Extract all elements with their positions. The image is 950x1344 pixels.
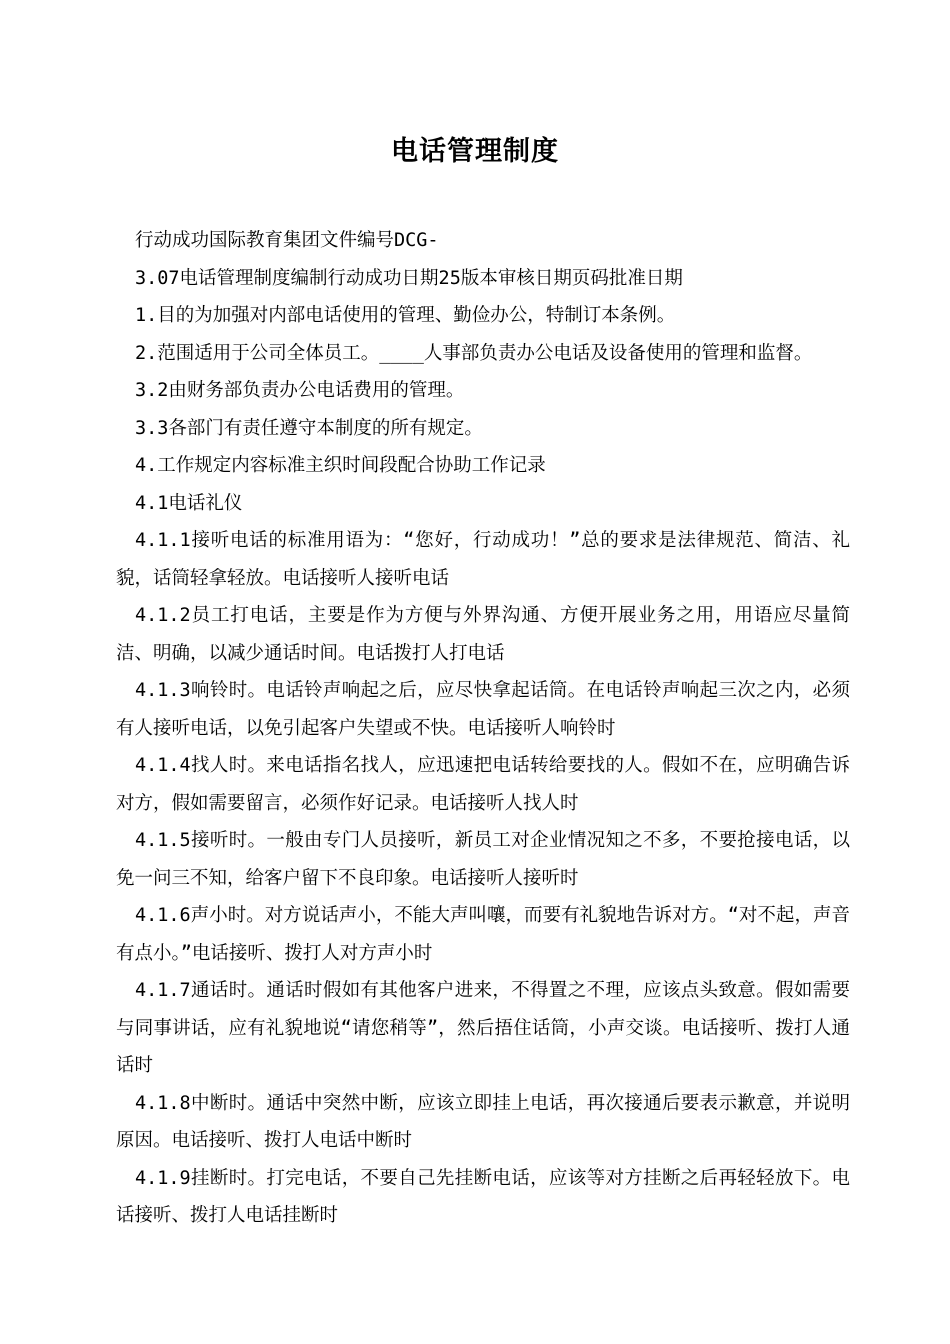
paragraph: 4.1.3响铃时。电话铃声响起之后，应尽快拿起话筒。在电话铃声响起三次之内，必须有人接听电话，以免引起客户失望或不快。电话接听人响铃时: [116, 680, 850, 739]
document-body: [116, 222, 850, 1235]
paragraph: 4.1.7通话时。通话时假如有其他客户进来，不得置之不理，应该点头致意。假如需要与同事讲话，应有礼貌地说“请您稍等”，然后捂住话筒，小声交谈。电话接听、拨打人通话时: [116, 980, 850, 1076]
paragraph: 4.1.9挂断时。打完电话，不要自己先挂断电话，应该等对方挂断之后再轻轻放下。电话接听、拨打人电话挂断时: [116, 1167, 850, 1226]
paragraph: 4.1.1接听电话的标准用语为：“您好，行动成功！”总的要求是法律规范、简洁、礼貌，话筒轻拿轻放。电话接听人接听电话: [116, 530, 850, 589]
paragraph: 1.目的为加强对内部电话使用的管理、勤俭办公，特制订本条例。: [135, 305, 676, 326]
paragraph: 4.1电话礼仪: [135, 492, 243, 514]
paragraph: 行动成功国际教育集团文件编号DCG-: [135, 230, 439, 251]
paragraph: 4.1.6声小时。对方说话声小，不能大声叫嚷，而要有礼貌地告诉对方。“对不起，声音有点小。”电话接听、拨打人对方声小时: [116, 905, 850, 964]
paragraph: 3.07电话管理制度编制行动成功日期25版本审核日期页码批准日期: [135, 267, 683, 289]
paragraph: 3.3各部门有责任遵守本制度的所有规定。: [135, 417, 483, 439]
paragraph: 4.1.2员工打电话，主要是作为方便与外界沟通、方便开展业务之用，用语应尽量简洁、明确，以减少通话时间。电话拨打人打电话: [116, 605, 850, 664]
paragraph: 4.1.5接听时。一般由专门人员接听，新员工对企业情况知之不多，不要抢接电话，以免一问三不知，给客户留下不良印象。电话接听人接听时: [116, 830, 850, 889]
paragraph: 4.1.8中断时。通话中突然中断，应该立即挂上电话，再次接通后要表示歉意，并说明原因。电话接听、拨打人电话中断时: [116, 1092, 850, 1151]
paragraph: 4.工作规定内容标准主织时间段配合协助工作记录: [135, 455, 546, 476]
paragraph: 2.范围适用于公司全体员工。____人事部负责办公电话及设备使用的管理和监督。: [135, 342, 813, 364]
paragraph: 4.1.4找人时。来电话指名找人，应迅速把电话转给要找的人。假如不在，应明确告诉对方，假如需要留言，必须作好记录。电话接听人找人时: [116, 755, 850, 814]
paragraph: 3.2由财务部负责办公电话费用的管理。: [135, 380, 465, 401]
page-title: 电话管理制度: [391, 136, 559, 167]
